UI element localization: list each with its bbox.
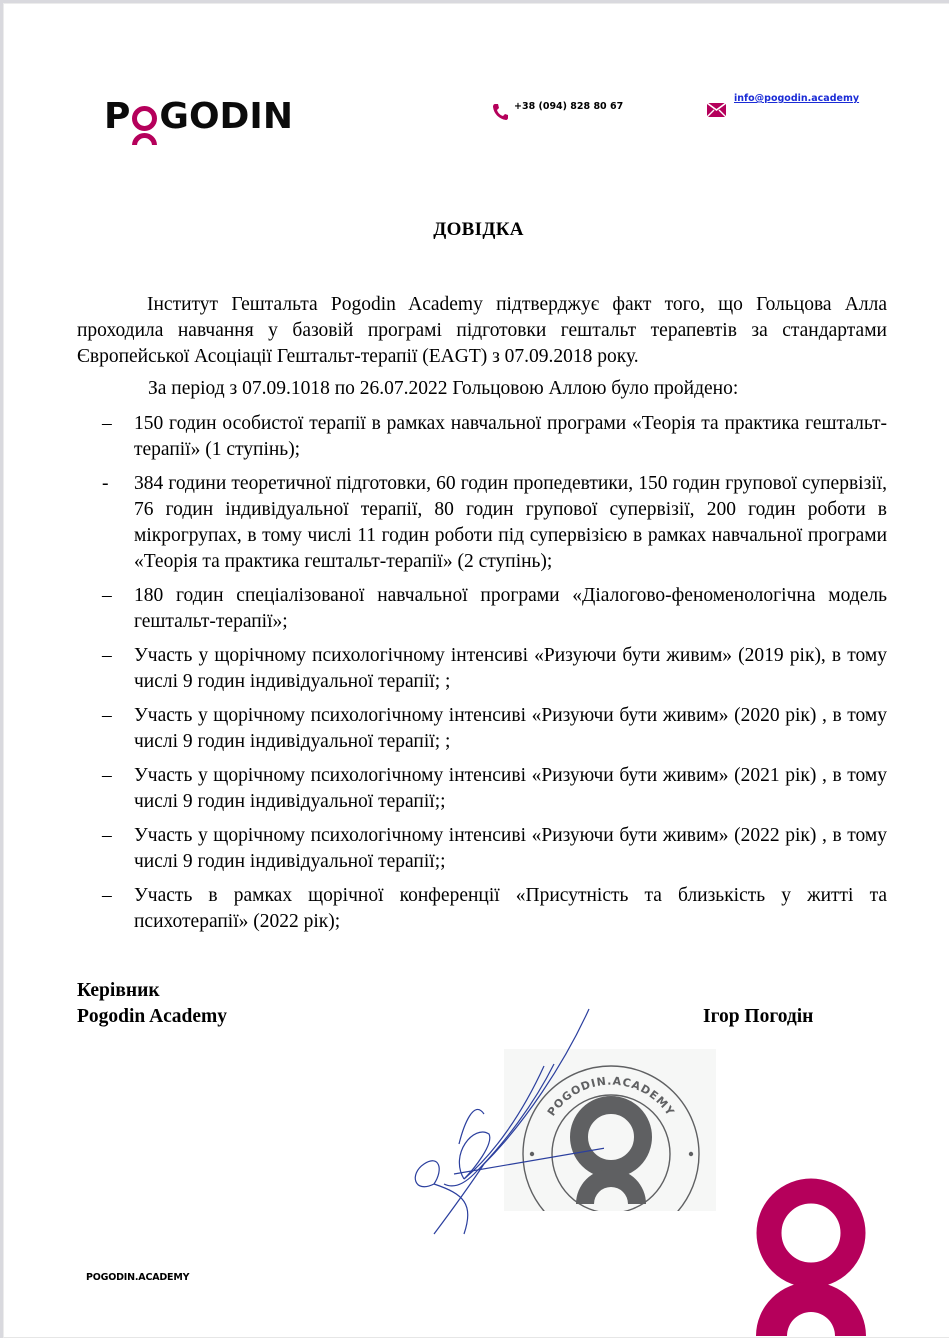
period-paragraph: За період з 07.09.1018 по 26.07.2022 Гольцовою Аллою було пройдено: — [148, 378, 739, 399]
logo-letters: GODIN — [159, 96, 293, 137]
signer-organization: Pogodin Academy — [77, 1006, 228, 1027]
list-item — [102, 583, 887, 635]
phone-icon — [492, 103, 508, 121]
bullet: – — [102, 765, 112, 786]
list-item-text: Участь у щорічному психологічному інтенсиві «Ризуючи бути живим» (2020 рік) , в тому числі 9 годин індивідуальної терапії; ; — [134, 705, 887, 752]
svg-text:POGODIN.ACADEMY: POGODIN.ACADEMY — [544, 1074, 678, 1119]
handwritten-signature — [404, 1004, 604, 1244]
list-item-text: Участь у щорічному психологічному інтенсиві «Ризуючи бути живим» (2021 рік) , в тому числі 9 годин індивідуальної терапії;; — [134, 765, 887, 812]
bullet: - — [102, 473, 109, 494]
document-title: ДОВІДКА — [433, 219, 524, 240]
bullet: – — [102, 825, 112, 846]
email-link[interactable]: info@pogodin.academy — [734, 93, 860, 104]
list-item-text: 384 години теоретичної підготовки, 60 годин пропедевтики, 150 годин групової супервізії, 76 годин індивідуальної терапії, 80 годин групової супервізії, 200 годин роботи в мікрогрупах, в тому числі 11 годин роботи під супервізією в рамках навчальної програми «Теорія та практика гештальт-терапії» (2 ступінь); — [134, 473, 887, 572]
phone-number: +38 (094) 828 80 67 — [514, 101, 624, 112]
signer-position — [77, 978, 227, 1030]
list-item — [102, 823, 887, 875]
document-page — [3, 3, 949, 1338]
logo-o-person-icon — [131, 95, 158, 139]
intro-paragraph: Інститут Гештальта Pogodin Academy підтверджує факт того, що Гольцова Алла проходила навчання у базовій програмі підготовки гештальт терапевтів за стандартами Європейської Асоціації Гештальт-терапії (EAGT) з 07.09.2018 року. — [77, 294, 887, 367]
pogodin-logo — [104, 95, 293, 145]
email-contact — [707, 93, 859, 117]
bullet: – — [102, 413, 112, 434]
phone-contact — [492, 101, 623, 121]
signer-name: Ігор Погодін — [703, 1006, 814, 1027]
list-item — [102, 763, 887, 815]
bullet: – — [102, 705, 112, 726]
list-item — [102, 471, 887, 575]
envelope-icon — [707, 103, 726, 117]
bullet: – — [102, 645, 112, 666]
list-item-text: 150 годин особистої терапії в рамках навчальної програми «Теорія та практика гештальт-терапії» (1 ступінь); — [134, 413, 887, 460]
list-item-text: Участь в рамках щорічної конференції «Присутність та близькість у житті та психотерапії» (2022 рік); — [134, 885, 887, 932]
bullet: – — [102, 585, 112, 606]
completed-items-list — [102, 411, 887, 943]
bullet: – — [102, 885, 112, 906]
list-item-text: Участь у щорічному психологічному інтенсиві «Ризуючи бути живим» (2019 рік), в тому числі 9 годин індивідуальної терапії; ; — [134, 645, 887, 692]
list-item-text: 180 годин спеціалізованої навчальної програми «Діалогово-феноменологічна модель гештальт-терапії»; — [134, 585, 887, 632]
logo-letter-p: P — [104, 96, 131, 137]
list-item-text: Участь у щорічному психологічному інтенсиві «Ризуючи бути живим» (2022 рік) , в тому числі 9 годин індивідуальної терапії;; — [134, 825, 887, 872]
list-item — [102, 643, 887, 695]
footer-website: POGODIN.ACADEMY — [86, 1272, 190, 1283]
list-item — [102, 411, 887, 463]
signer-title: Керівник — [77, 980, 160, 1001]
list-item — [102, 883, 887, 935]
brand-person-icon — [756, 1176, 866, 1336]
list-item — [102, 703, 887, 755]
